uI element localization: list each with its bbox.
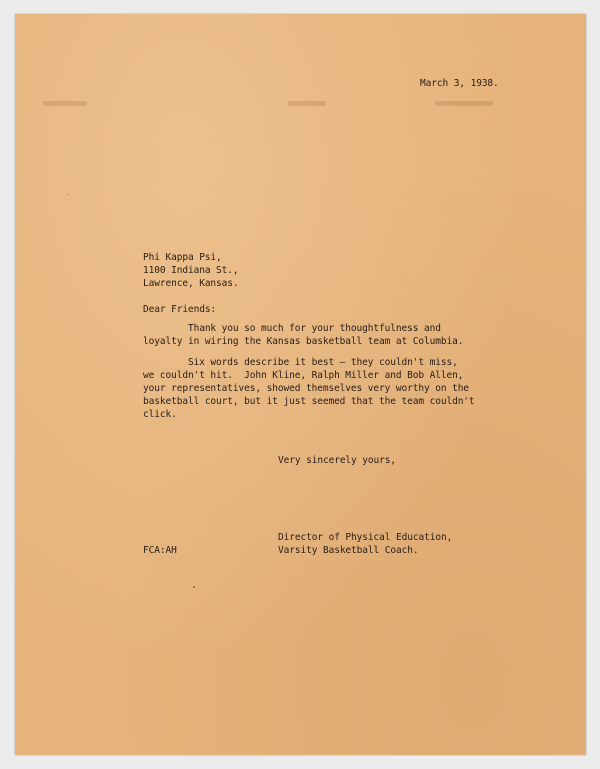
bleed-through-mark (435, 101, 493, 106)
paragraph-2-line-3: your representatives, showed themselves very worthy on the (143, 383, 469, 394)
closing: Very sincerely yours, (278, 455, 397, 466)
recipient-line-3: Lawrence, Kansas. (143, 278, 239, 289)
paragraph-1-line-1: Thank you so much for your thoughtfulness and (143, 323, 441, 334)
recipient-line-1: Phi Kappa Psi, (143, 252, 222, 263)
bleed-through-mark (43, 101, 87, 106)
paragraph-2-line-5: click. (143, 409, 177, 420)
typist-initials: FCA:AH (143, 545, 177, 556)
recipient-line-2: 1100 Indiana St., (143, 265, 239, 276)
letter-date: March 3, 1938. (420, 78, 499, 89)
paper-speck (193, 586, 195, 588)
signature-title-1: Director of Physical Education, (278, 532, 453, 543)
paragraph-1-line-2: loyalty in wiring the Kansas basketball team at Columbia. (143, 336, 464, 347)
letter-page (15, 14, 586, 755)
paper-speck (67, 194, 68, 195)
paragraph-2-line-4: basketball court, but it just seemed that the team couldn't (143, 396, 475, 407)
salutation: Dear Friends: (143, 304, 217, 315)
signature-title-2: Varsity Basketball Coach. (278, 545, 419, 556)
bleed-through-mark (288, 101, 326, 106)
paragraph-2-line-2: we couldn't hit. John Kline, Ralph Miller and Bob Allen, (143, 370, 464, 381)
paragraph-2-line-1: Six words describe it best — they couldn't miss, (143, 357, 458, 368)
